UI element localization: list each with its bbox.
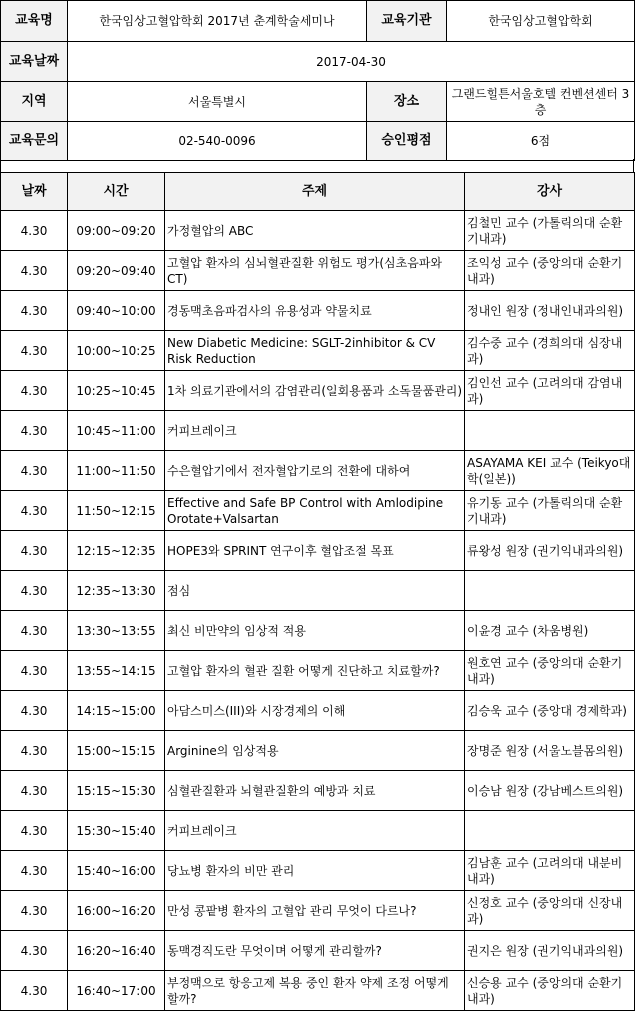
row-topic: 고혈압 환자의 심뇌혈관질환 위험도 평가(심초음파와 CT): [165, 251, 465, 291]
row-time: 09:00~09:20: [68, 211, 165, 251]
row-date: 4.30: [1, 571, 68, 611]
row-time: 16:40~17:00: [68, 971, 165, 1011]
row-speaker: 정내인 원장 (정내인내과의원): [465, 291, 635, 331]
table-row: [1, 331, 635, 371]
row-topic: 심혈관질환과 뇌혈관질환의 예방과 치료: [165, 771, 465, 811]
row-speaker: ASAYAMA KEI 교수 (Teikyo대학(일본)): [465, 451, 635, 491]
row-speaker: 이윤경 교수 (차움병원): [465, 611, 635, 651]
row-topic: HOPE3와 SPRINT 연구이후 혈압조절 목표: [165, 531, 465, 571]
row-time: 14:15~15:00: [68, 691, 165, 731]
row-topic: Arginine의 임상적용: [165, 731, 465, 771]
row-topic: 점심: [165, 571, 465, 611]
row-topic: 만성 콩팥병 환자의 고혈압 관리 무엇이 다르나?: [165, 891, 465, 931]
contact-label: 교육문의: [1, 122, 68, 161]
row-speaker: 김철민 교수 (가톨릭의대 순환기내과): [465, 211, 635, 251]
header-topic: 주제: [165, 173, 465, 211]
course-name-label: 교육명: [1, 1, 68, 42]
row-time: 13:55~14:15: [68, 651, 165, 691]
row-speaker: 김남훈 교수 (고려의대 내분비내과): [465, 851, 635, 891]
row-topic: 수은혈압기에서 전자혈압기로의 전환에 대하여: [165, 451, 465, 491]
row-time: 12:35~13:30: [68, 571, 165, 611]
row-date: 4.30: [1, 851, 68, 891]
date-value: 2017-04-30: [68, 42, 635, 82]
row-topic: 고혈압 환자의 혈관 질환 어떻게 진단하고 치료할까?: [165, 651, 465, 691]
table-row: [1, 411, 635, 451]
row-topic: 동맥경직도란 무엇이며 어떻게 관리할까?: [165, 931, 465, 971]
row-time: 15:40~16:00: [68, 851, 165, 891]
row-date: 4.30: [1, 491, 68, 531]
info-row-region: [1, 82, 635, 122]
row-time: 11:00~11:50: [68, 451, 165, 491]
info-row-contact: [1, 122, 635, 161]
row-speaker: 신정호 교수 (중앙의대 신장내과): [465, 891, 635, 931]
table-row: [1, 731, 635, 771]
row-date: 4.30: [1, 691, 68, 731]
row-date: 4.30: [1, 611, 68, 651]
row-time: 16:00~16:20: [68, 891, 165, 931]
row-time: 15:00~15:15: [68, 731, 165, 771]
row-date: 4.30: [1, 451, 68, 491]
row-date: 4.30: [1, 931, 68, 971]
row-date: 4.30: [1, 251, 68, 291]
credit-value: 6점: [447, 122, 635, 161]
header-date: 날짜: [1, 173, 68, 211]
header-time: 시간: [68, 173, 165, 211]
table-row: [1, 531, 635, 571]
row-speaker: 유기동 교수 (가톨릭의대 순환기내과): [465, 491, 635, 531]
contact-value: 02-540-0096: [68, 122, 367, 161]
table-row: [1, 251, 635, 291]
row-time: 10:45~11:00: [68, 411, 165, 451]
org-value: 한국임상고혈압학회: [447, 1, 635, 42]
row-topic: 아담스미스(III)와 시장경제의 이해: [165, 691, 465, 731]
row-time: 15:15~15:30: [68, 771, 165, 811]
row-speaker: 김인선 교수 (고려의대 감염내과): [465, 371, 635, 411]
table-row: [1, 371, 635, 411]
row-time: 12:15~12:35: [68, 531, 165, 571]
org-label: 교육기관: [367, 1, 447, 42]
row-date: 4.30: [1, 971, 68, 1011]
info-row-date: [1, 42, 635, 82]
schedule-body: [1, 211, 635, 1011]
header-speaker: 강사: [465, 173, 635, 211]
row-topic: 부정맥으로 항응고제 복용 중인 환자 약제 조정 어떻게 할까?: [165, 971, 465, 1011]
row-time: 09:40~10:00: [68, 291, 165, 331]
row-time: 11:50~12:15: [68, 491, 165, 531]
row-speaker: 김수중 교수 (경희의대 심장내과): [465, 331, 635, 371]
course-name-value: 한국임상고혈압학회 2017년 춘계학술세미나: [68, 1, 367, 42]
region-value: 서울특별시: [68, 82, 367, 122]
row-date: 4.30: [1, 291, 68, 331]
row-topic: Effective and Safe BP Control with Amlodipine Orotate+Valsartan: [165, 491, 465, 531]
row-time: 13:30~13:55: [68, 611, 165, 651]
row-speaker: 권지은 원장 (권기익내과의원): [465, 931, 635, 971]
place-value: 그랜드힐튼서울호텔 컨벤션센터 3층: [447, 82, 635, 122]
row-speaker: 김승욱 교수 (중앙대 경제학과): [465, 691, 635, 731]
table-row: [1, 771, 635, 811]
row-topic: 커피브레이크: [165, 811, 465, 851]
row-time: 15:30~15:40: [68, 811, 165, 851]
course-info-table: [0, 0, 635, 161]
row-speaker: 조익성 교수 (중앙의대 순환기내과): [465, 251, 635, 291]
info-row-course: [1, 1, 635, 42]
row-date: 4.30: [1, 411, 68, 451]
row-topic: New Diabetic Medicine: SGLT-2inhibitor & CV Risk Reduction: [165, 331, 465, 371]
table-row: [1, 571, 635, 611]
table-row: [1, 291, 635, 331]
row-time: 10:25~10:45: [68, 371, 165, 411]
schedule-header-row: [1, 173, 635, 211]
row-date: 4.30: [1, 891, 68, 931]
table-row: [1, 851, 635, 891]
table-row: [1, 211, 635, 251]
row-speaker: 류왕성 원장 (권기익내과의원): [465, 531, 635, 571]
table-spacer: [0, 159, 634, 172]
table-row: [1, 611, 635, 651]
row-speaker: 장명준 원장 (서울노블몸의원): [465, 731, 635, 771]
row-topic: 1차 의료기관에서의 감염관리(일회용품과 소독물품관리): [165, 371, 465, 411]
row-date: 4.30: [1, 651, 68, 691]
row-topic: 최신 비만약의 임상적 적용: [165, 611, 465, 651]
table-row: [1, 691, 635, 731]
row-time: 16:20~16:40: [68, 931, 165, 971]
row-time: 10:00~10:25: [68, 331, 165, 371]
row-date: 4.30: [1, 371, 68, 411]
row-speaker: [465, 411, 635, 451]
row-date: 4.30: [1, 531, 68, 571]
row-date: 4.30: [1, 331, 68, 371]
table-row: [1, 451, 635, 491]
table-row: [1, 491, 635, 531]
date-label: 교육날짜: [1, 42, 68, 82]
row-topic: 경동맥초음파검사의 유용성과 약물치료: [165, 291, 465, 331]
row-speaker: [465, 571, 635, 611]
schedule-table: [0, 172, 635, 1011]
row-topic: 가정혈압의 ABC: [165, 211, 465, 251]
row-speaker: 원호연 교수 (중앙의대 순환기내과): [465, 651, 635, 691]
row-speaker: 이승남 원장 (강남베스트의원): [465, 771, 635, 811]
table-row: [1, 931, 635, 971]
row-date: 4.30: [1, 211, 68, 251]
row-date: 4.30: [1, 811, 68, 851]
table-row: [1, 811, 635, 851]
table-row: [1, 651, 635, 691]
region-label: 지역: [1, 82, 68, 122]
row-date: 4.30: [1, 731, 68, 771]
row-time: 09:20~09:40: [68, 251, 165, 291]
row-topic: 커피브레이크: [165, 411, 465, 451]
credit-label: 승인평점: [367, 122, 447, 161]
row-speaker: [465, 811, 635, 851]
row-topic: 당뇨병 환자의 비만 관리: [165, 851, 465, 891]
place-label: 장소: [367, 82, 447, 122]
table-row: [1, 891, 635, 931]
row-speaker: 신승용 교수 (중앙의대 순환기내과): [465, 971, 635, 1011]
row-date: 4.30: [1, 771, 68, 811]
table-row: [1, 971, 635, 1011]
